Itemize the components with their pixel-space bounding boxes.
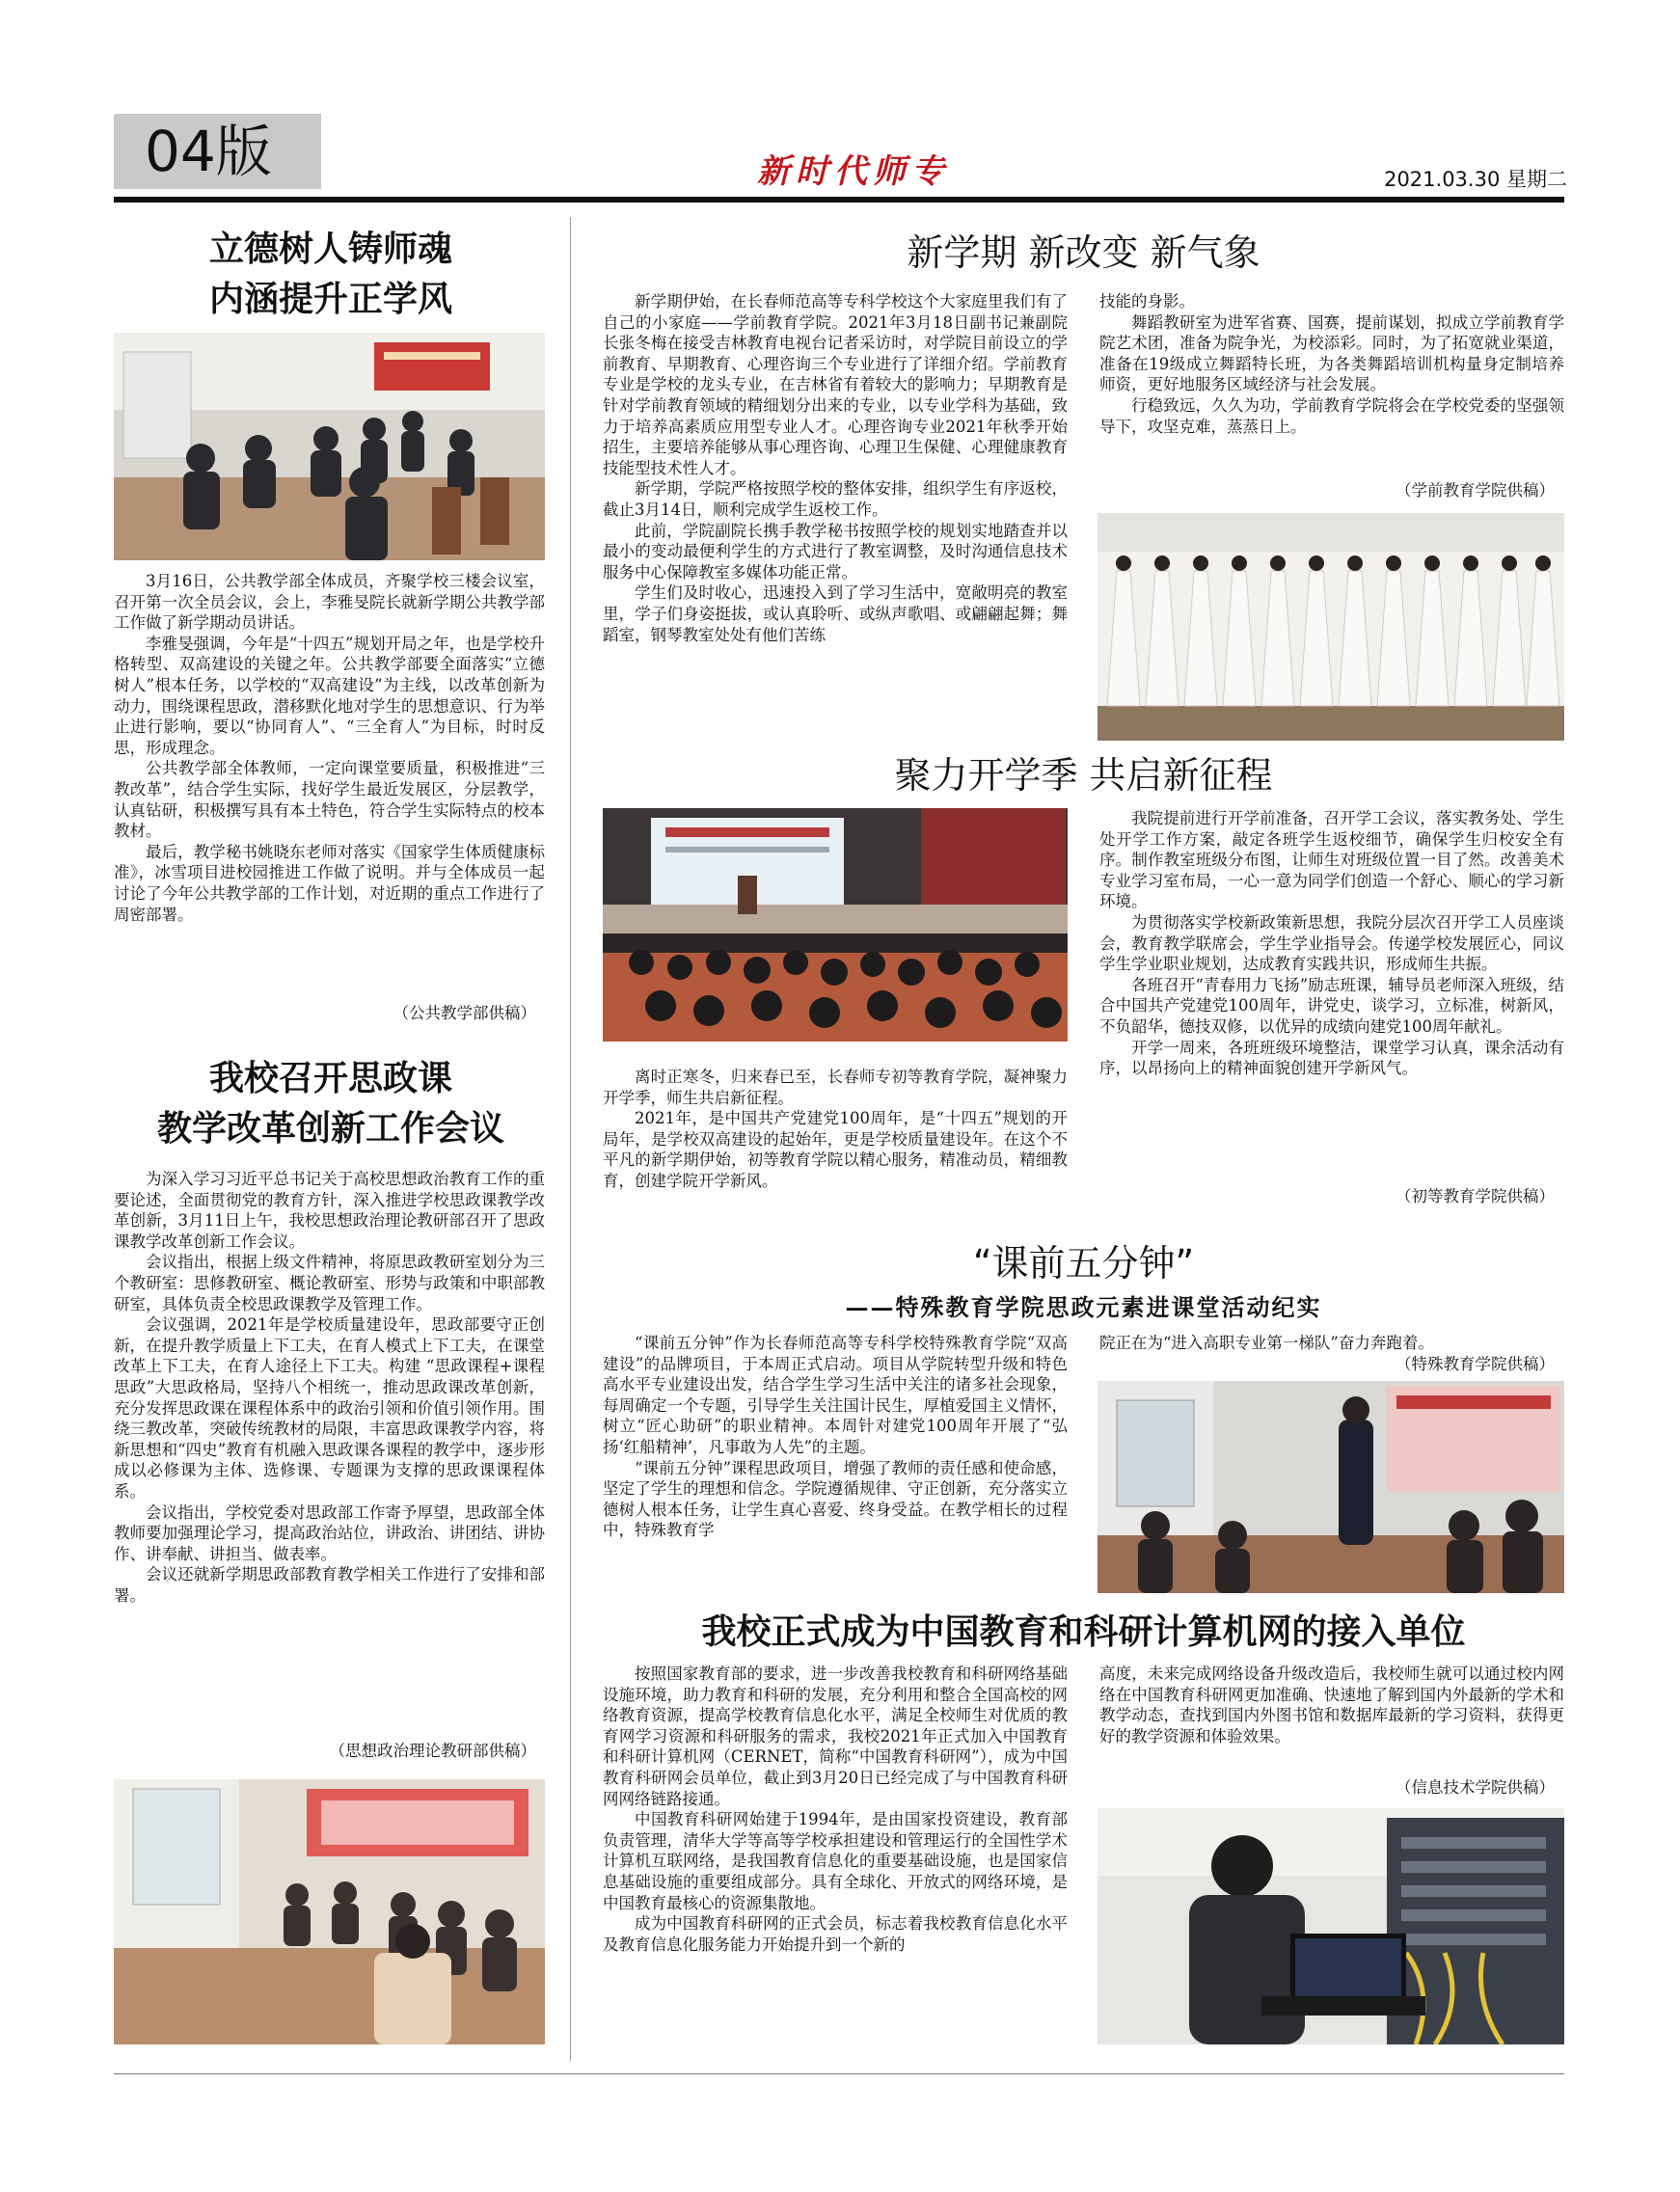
article6-right-body [1099,1664,1564,1746]
header-rule [114,197,1564,203]
article3-column1 [603,291,1068,645]
article6-paragraph: 中国教育科研网始建于1994年，是由国家投资建设，教育部负责管理，清华大学等高等学校承担建设和管理运行的全国性学术计算机互联网络，是我国教育信息化的重要基础设施，也是国家信息基础设施的重要组成部分。具有全球化、开放式的网络环境，是中国教育最核心的资源集散地。 [603,1810,1068,1912]
article1-paragraph: 最后，教学秘书姚晓东老师对落实《国家学生体质健康标准》，冰雪项目进校园推进工作做了说明。并与全体成员一起讨论了今年公共教学部的工作计划，对近期的重点工作进行了周密部署。 [114,842,545,924]
article4-paragraph: 离时正寒冬，归来春已至，长春师专初等教育学院，凝神聚力开学季，师生共启新征程。 [603,1068,1068,1107]
article1-paragraph: 李雅旻强调，今年是“十四五”规划开局之年，也是学校升格转型、双高建设的关键之年。公共教学部要全面落实“立德树人”根本任务，以学校的“双高建设”为主线，以改革创新为动力，围绕课程思政，潜移默化地对学生的思想意识、行为举止进行影响，要以“协同育人”、“三全育人”为目标，时时反思，形成理念。 [114,634,545,757]
article2-paragraph: 会议指出，根据上级文件精神，将原思政教研室划分为三个教研室：思修教研室、概论教研室、形势与政策和中职部教研室，具体负责全校思政课教学及管理工作。 [114,1253,545,1313]
article4-paragraph: 2021年，是中国共产党建党100周年，是“十四五”规划的开局年，是学校双高建设的起始年，更是学校质量建设年。在这个不平凡的新学期伊始，初等教育学院以精心服务，精准动员，精细教育，创建学院开学新风。 [603,1109,1068,1190]
auditorium-photo [603,808,1068,1042]
article4-left-body [603,1067,1068,1192]
article4-credit: （初等教育学院供稿） [1395,1187,1555,1205]
article1-paragraph: 公共教学部全体教师，一定向课堂要质量，积极推进“三教改革”，结合学生实际，找好学生最近发展区，分层教学，认真钻研，积极撰写具有本土特色，符合学生实际特点的校本教材。 [114,759,545,841]
article4-right-body [1099,808,1564,1079]
article3-paragraph: 行稳致远，久久为功，学前教育学院将会在学校党委的坚强领导下，攻坚克难，蒸蒸日上。 [1099,395,1564,436]
article1-title-line2: 内涵提升正学风 [208,280,452,319]
article4-paragraph: 为贯彻落实学校新政策新思想，我院分层次召开学工人员座谈会，教育教学联席会，学生学业指导会。传递学校发展匠心，同议学生学业职业规划，达成教育实践共识，形成师生共振。 [1099,912,1564,974]
seminar-photo [114,1779,545,2044]
article4-title: 聚力开学季 共启新征程 [894,754,1273,797]
footer-rule [114,2073,1564,2074]
issue-date: 2021.03.30 星期二 [1384,168,1567,191]
article6-left-body [603,1664,1068,1955]
page-label: 04版 [145,119,272,184]
article5-paragraph: 院正在为“进入高职专业第一梯队”奋力奔跑着。 [1099,1334,1434,1352]
article5-title: “课前五分钟” [972,1242,1195,1285]
article2-paragraph: 为深入学习习近平总书记关于高校思想政治教育工作的重要论述，全面贯彻党的教育方针，深入推进学校思政课教学改革创新，3月11日上午，我校思想政治理论教研部召开了思政课教学改革创新工作会议。 [114,1170,545,1251]
article5-left-body [603,1333,1068,1541]
article3-paragraph: 新学期，学院严格按照学校的整体安排，组织学生有序返校，截止3月14日，顺利完成学生返校工作。 [603,479,1068,519]
dance-chorus-photo [1097,513,1564,741]
article3-paragraph: 新学期伊始，在长春师范高等专科学校这个大家庭里我们有了自己的小家庭——学前教育学院。2021年3月18日副书记兼副院长张冬梅在接受吉林教育电视台记者采访时，对学院目前设立的学前教育、早期教育、心理咨询三个专业进行了详细介绍。学前教育专业是学校的龙头专业，在吉林省有着较大的影响力；早期教育是针对学前教育领域的精细划分出来的专业，以专业学科为基础，致力于培养高素质应用型专业人才。心理咨询专业2021年秋季开始招生，主要培养能够从事心理咨询、心理卫生保健、心理健康教育技能型技术性人才。 [603,292,1068,477]
article5-right-body [1099,1333,1564,1354]
column-divider [570,217,571,2061]
article1-credit: （公共教学部供稿） [393,1004,536,1022]
article2-title-line2: 教学改革创新工作会议 [156,1109,504,1149]
article6-paragraph: 按照国家教育部的要求，进一步改善我校教育和科研网络基础设施环境，助力教育和科研的发展，充分利用和整合全国高校的网络教育资源，提高学校教育信息化水平，满足全校师生对优质的教育网学习资源和科研服务的需求，我校2021年正式加入中国教育和科研计算机网（CERNET，简称“中国教育科研网”），成为中国教育科研网会员单位，截止到3月20日已经完成了与中国教育科研网网络链路接通。 [603,1664,1068,1808]
article4-paragraph: 我院提前进行开学前准备，召开学工会议，落实教务处、学生处开学工作方案，敲定各班学生返校细节，确保学生归校安全有序。制作教室班级分布图，让师生对班级位置一目了然。改善美术专业学习室布局，一心一意为同学们创造一个舒心、顺心的学习新环境。 [1099,809,1564,911]
article6-credit: （信息技术学院供稿） [1395,1778,1555,1797]
article5-paragraph: “课前五分钟”课程思政项目，增强了教师的责任感和使命感，坚定了学生的理想和信念。学院遵循规律、守正创新，充分落实立德树人根本任务，让学生真心喜爱、终身受益。在教学相长的过程中，特殊教育学 [603,1458,1068,1540]
article2-paragraph: 会议还就新学期思政部教育教学相关工作进行了安排和部署。 [114,1565,545,1605]
article2-paragraph: 会议指出，学校党委对思政部工作寄予厚望，思政部全体教师要加强理论学习，提高政治站位，讲政治、讲团结、讲协作、讲奉献、讲担当、做表率。 [114,1502,545,1563]
article6-title: 我校正式成为中国教育和科研计算机网的接入单位 [701,1612,1466,1652]
article6-paragraph: 成为中国教育科研网的正式会员，标志着我校教育信息化水平及教育信息化服务能力开始提升到一个新的 [603,1914,1068,1954]
article6-paragraph: 高度，未来完成网络设备升级改造后，我校师生就可以通过校内网络在中国教育科研网更加准确、快速地了解到国内外最新的学术和教学动态，查找到国内外图书馆和数据库最新的学习资料，获得更好的教学资源和体验效果。 [1099,1664,1564,1745]
article1-title-line1: 立德树人铸师魂 [208,230,452,269]
article3-paragraph: 学生们及时收心，迅速投入到了学习生活中，宽敞明亮的教室里，学子们身姿挺拔，或认真聆听、或纵声歌唱、或翩翩起舞；舞蹈室，钢琴教室处处有他们苦练 [603,583,1068,644]
article1-paragraph: 3月16日，公共教学部全体成员，齐聚学校三楼会议室，召开第一次全员会议，会上，李雅旻院长就新学期公共教学部工作做了新学期动员讲话。 [114,572,545,633]
article3-paragraph: 此前，学院副院长携手教学秘书按照学校的规划实地踏查并以最小的变动最便利学生的方式进行了教室调整，及时沟通信息技术服务中心保障教室多媒体功能正常。 [603,521,1068,582]
article4-paragraph: 开学一周来，各班班级环境整洁，课堂学习认真，课余活动有序，以昂扬向上的精神面貌创建开学新风气。 [1099,1038,1564,1078]
article4-paragraph: 各班召开“青春用力飞扬”励志班课，辅导员老师深入班级，结合中国共产党建党100周年，讲党史，谈学习，立标准，树新风，不负韶华，德技双修，以优异的成绩向建党100周年献礼。 [1099,975,1564,1036]
meeting-room-photo [114,333,545,560]
article2-title-line1: 我校召开思政课 [208,1059,452,1098]
article3-title: 新学期 新改变 新气象 [907,231,1260,274]
article5-subtitle: ——特殊教育学院思政元素进课堂活动纪实 [845,1293,1322,1321]
article5-credit: （特殊教育学院供稿） [1395,1355,1555,1373]
article5-paragraph: “课前五分钟”作为长春师范高等专科学校特殊教育学院“双高建设”的品牌项目，于本周正式启动。项目从学院转型升级和特色高水平专业建设出发，结合学生学习生活中关注的诸多社会现象，每周确定一个专题，引导学生关注国计民生，厚植爱国主义情怀，树立“匠心助研”的职业精神。本周针对建党100周年开展了“弘扬‘红船精神’，凡事敢为人先”的主题。 [603,1334,1068,1456]
article3-paragraph: 舞蹈教研室为进军省赛、国赛，提前谋划，拟成立学前教育学院艺术团，准备为院争光，为校添彩。同时，为了拓宽就业渠道，准备在19级成立舞蹈特长班，为各类舞蹈培训机构量身定制培养师资，更好地服务区域经济与社会发展。 [1099,312,1564,394]
classroom-lecture-photo [1097,1381,1564,1593]
network-engineer-photo [1097,1808,1564,2044]
masthead: 新时代师专 [757,152,950,191]
article2-credit: （思想政治理论教研部供稿） [329,1742,536,1760]
article2-body [114,1169,545,1606]
article1-body [114,571,545,925]
article3-column2 [1099,291,1564,437]
article2-paragraph: 会议强调，2021年是学校质量建设年，思政部要守正创新，在提升教学质量上下工夫，在育人模式上下工夫，在课堂改革上下工夫，在育人途径上下工夫。构建 “思政课程+课程思政”大思政格局，坚持八个相统一，推动思政课改革创新，充分发挥思政课在课程体系中的政治引领和价值引领作用。围绕三教改革，突破传统教材的局限，丰富思政课教学内容，将新思想和“四史”教育有机融入思政课各课程的教学中，逐步形成以必修课为主体、选修课、专题课为支撑的思政课课程体系。 [114,1315,545,1501]
article3-paragraph: 技能的身影。 [1099,292,1195,311]
article3-credit: （学前教育学院供稿） [1395,481,1555,500]
